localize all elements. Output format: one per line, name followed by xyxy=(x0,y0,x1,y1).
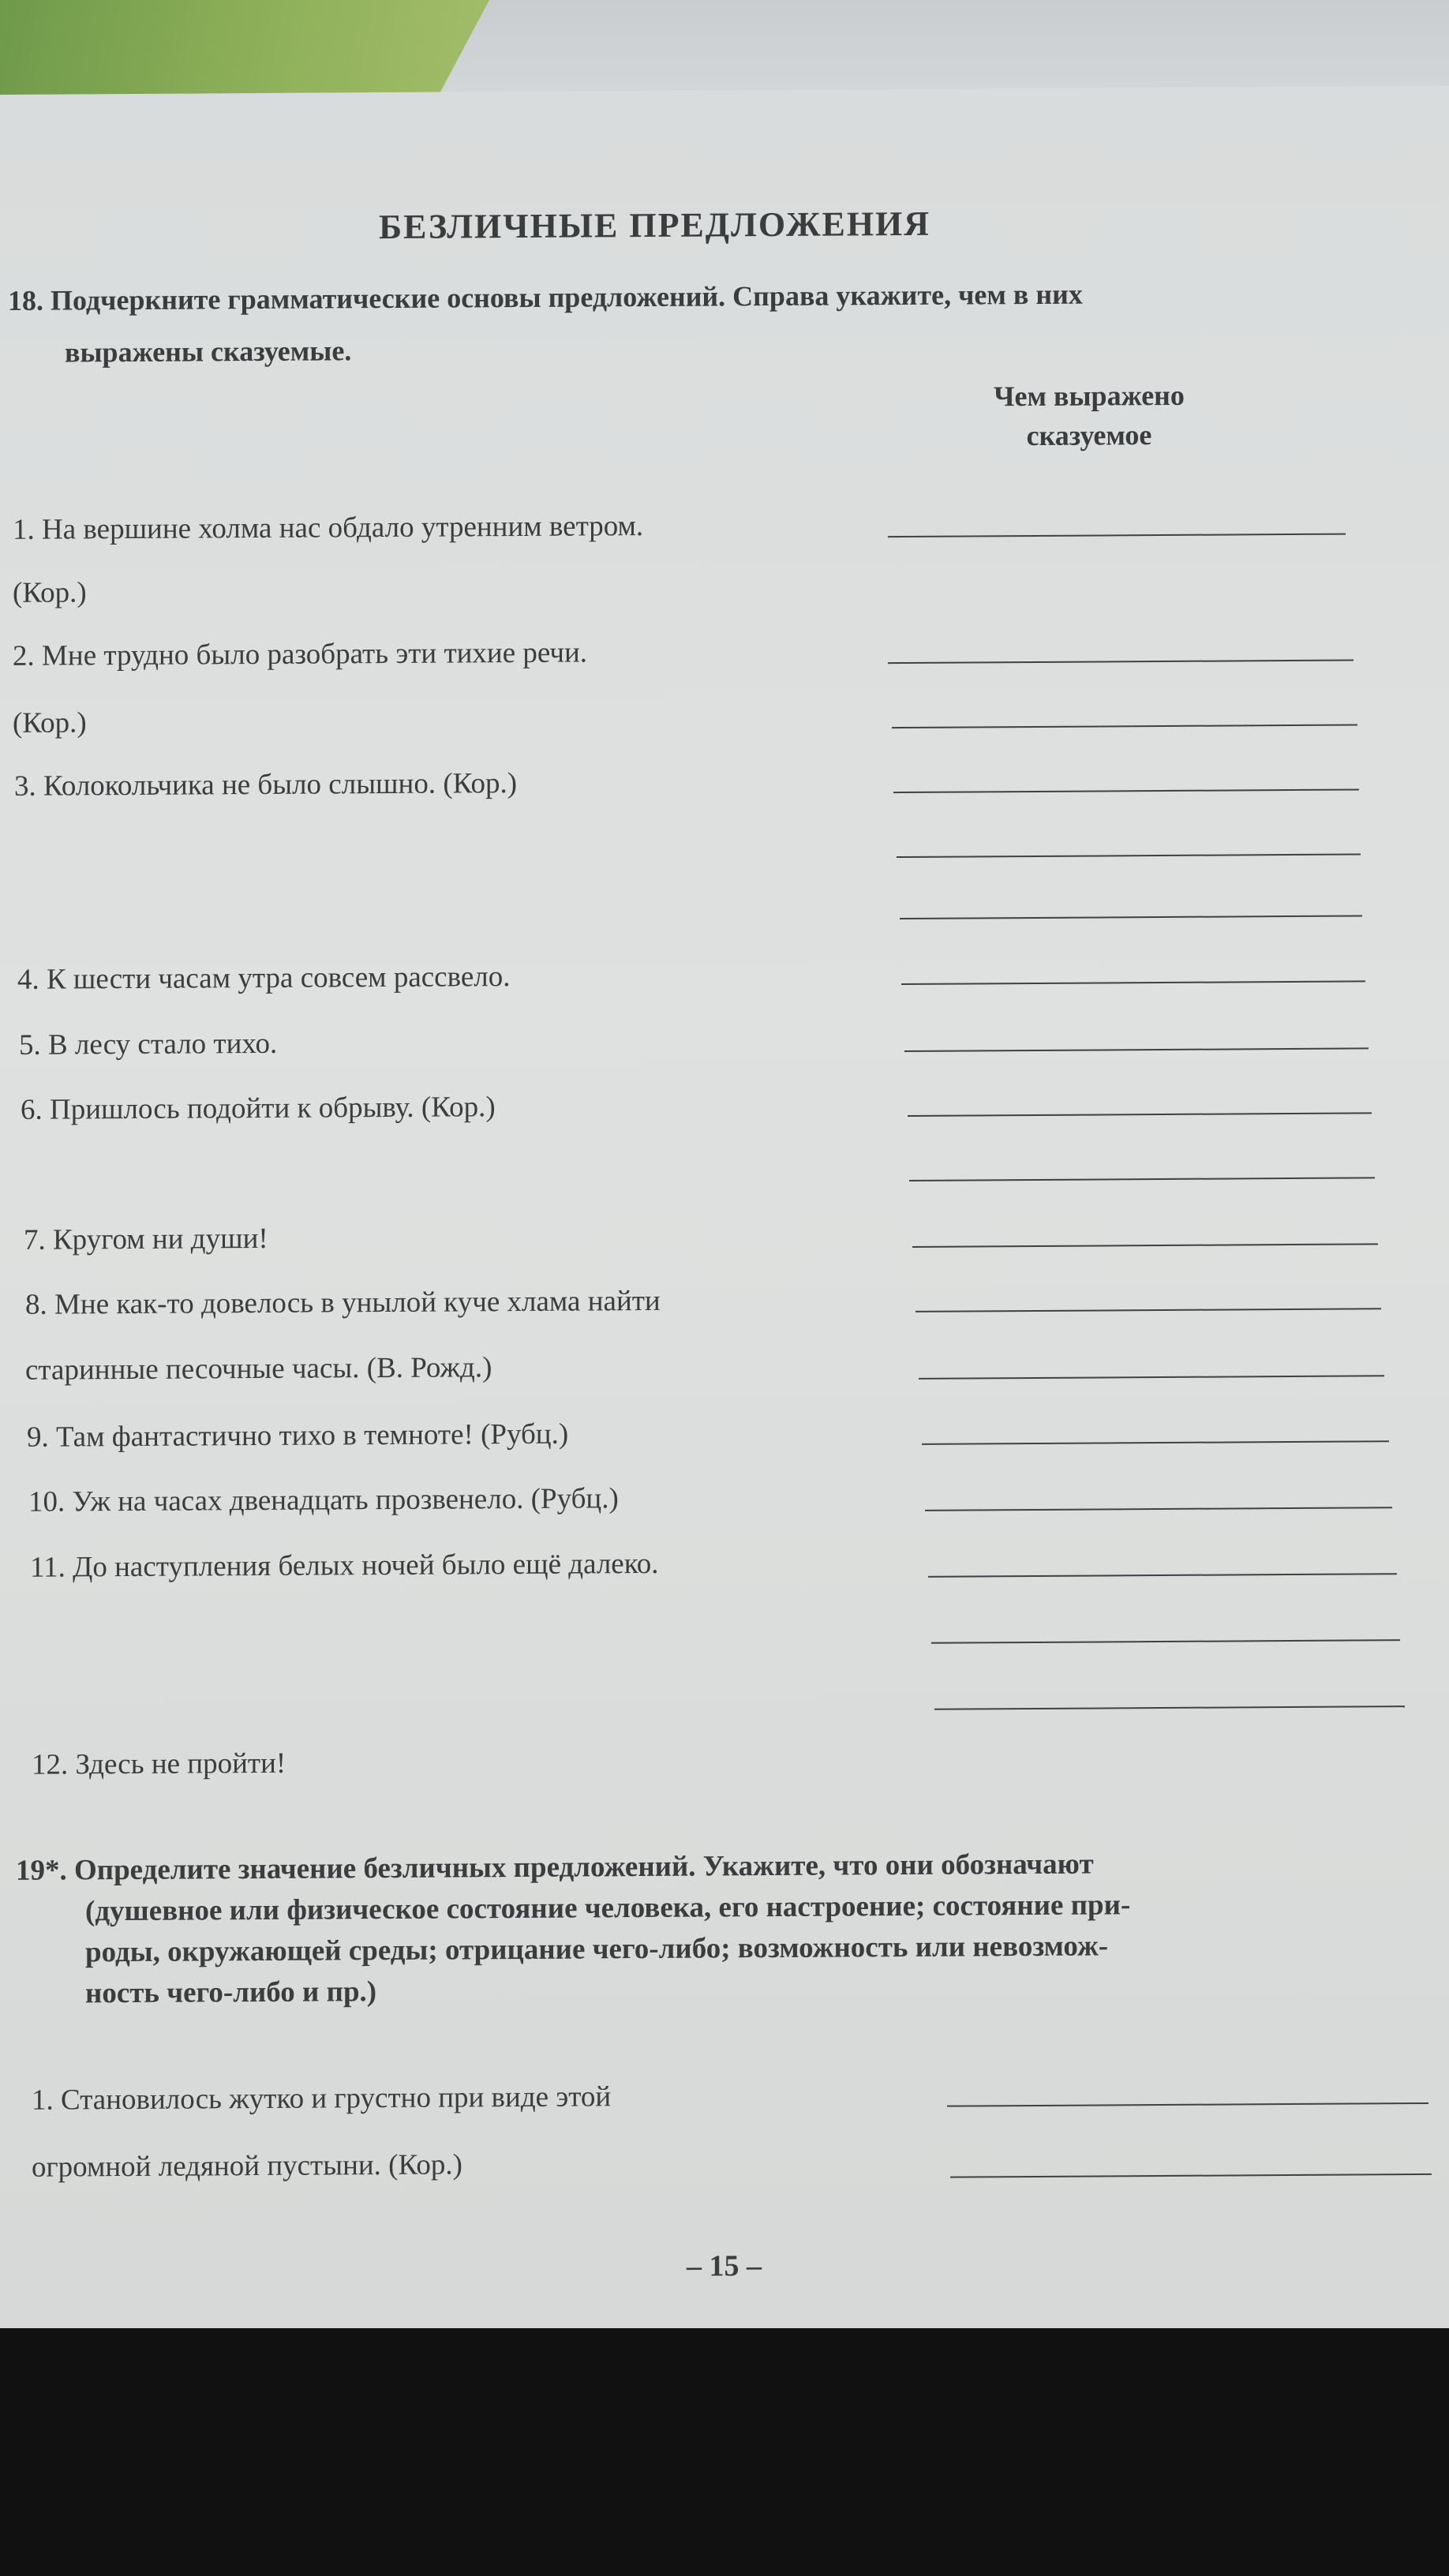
task-18-instruction-line-2: выражены сказуемые. xyxy=(65,335,352,369)
sentence-6: 6. Пришлось подойти к обрыву. (Кор.) xyxy=(21,1091,496,1126)
task-19-instruction-line-2: (душевное или физическое состояние человека, его настроение; состояние при- xyxy=(85,1889,1131,1928)
page-number: – 15 – xyxy=(687,2249,762,2283)
answer-blank[interactable] xyxy=(897,853,1361,858)
task-19-instruction-line-3: роды, окружающей среды; отрицание чего-либо; возможность или невозмож- xyxy=(85,1930,1109,1969)
column-header-line-1: Чем выражено xyxy=(994,379,1185,413)
task-19-sentence-1: 1. Становилось жутко и грустно при виде этой xyxy=(32,2080,612,2117)
sentence-8-continued: старинные песочные часы. (В. Рожд.) xyxy=(25,1351,492,1387)
answer-blank[interactable] xyxy=(928,1573,1397,1578)
column-header-line-2: сказуемое xyxy=(1026,419,1152,452)
answer-blank[interactable] xyxy=(904,1047,1368,1052)
sentence-12: 12. Здесь не пройти! xyxy=(32,1747,286,1781)
answer-blank[interactable] xyxy=(950,2174,1432,2178)
sentence-1: 1. На вершине холма нас обдало утренним ветром. xyxy=(13,510,644,546)
answer-blank[interactable] xyxy=(909,1177,1375,1181)
sentence-4: 4. К шести часам утра совсем рассвело. xyxy=(17,960,511,996)
task-19-instruction xyxy=(16,1842,1449,2015)
dark-background-bottom xyxy=(0,2328,1449,2576)
answer-blank[interactable] xyxy=(892,724,1357,728)
sentence-11: 11. До наступления белых ночей было ещё далеко. xyxy=(30,1547,659,1584)
sentence-3: 3. Колокольчика не было слышно. (Кор.) xyxy=(14,766,518,803)
sentence-9: 9. Там фантастично тихо в темноте! (Рубц.) xyxy=(27,1417,569,1454)
workbook-page xyxy=(0,86,1449,2415)
sentence-1-source: (Кор.) xyxy=(13,576,87,609)
answer-blank[interactable] xyxy=(888,660,1354,665)
answer-blank[interactable] xyxy=(888,534,1346,538)
sentence-8: 8. Мне как-то довелось в унылой куче хлама найти xyxy=(25,1284,661,1321)
answer-blank[interactable] xyxy=(925,1507,1392,1511)
answer-blank[interactable] xyxy=(915,1308,1381,1312)
answer-blank[interactable] xyxy=(934,1705,1405,1710)
answer-blank[interactable] xyxy=(919,1375,1384,1380)
answer-blank[interactable] xyxy=(900,915,1362,919)
task-19-sentence-1-continued: огромной ледяной пустыни. (Кор.) xyxy=(32,2148,462,2184)
answer-blank[interactable] xyxy=(947,2102,1428,2107)
sentence-2: 2. Мне трудно было разобрать эти тихие речи. xyxy=(13,636,588,672)
answer-blank[interactable] xyxy=(912,1243,1378,1248)
task-18-number: 18. xyxy=(8,284,43,316)
answer-blank[interactable] xyxy=(901,980,1365,985)
task-19-instruction-line-4: ность чего-либо и пр.) xyxy=(85,1975,377,2010)
sentence-5: 5. В лесу стало тихо. xyxy=(19,1027,278,1061)
answer-column-header xyxy=(955,376,1223,456)
answer-blank[interactable] xyxy=(931,1639,1400,1644)
task-19-number: 19*. xyxy=(16,1854,67,1887)
page-title: БЕЗЛИЧНЫЕ ПРЕДЛОЖЕНИЯ xyxy=(379,204,931,247)
answer-blank[interactable] xyxy=(908,1112,1372,1117)
sentence-10: 10. Уж на часах двенадцать прозвенело. (Рубц.) xyxy=(28,1482,619,1518)
answer-blank[interactable] xyxy=(922,1440,1389,1445)
sentence-7: 7. Кругом ни души! xyxy=(24,1222,268,1256)
task-18-instruction-line-1: Подчеркните грамматические основы предложений. Справа укажите, чем в них xyxy=(51,278,1083,316)
task-18-instruction xyxy=(8,266,1428,379)
sentence-2-source: (Кор.) xyxy=(13,706,87,739)
answer-blank[interactable] xyxy=(893,788,1359,793)
task-19-instruction-line-1: Определите значение безличных предложений. Укажите, что они обозначают xyxy=(74,1848,1094,1887)
